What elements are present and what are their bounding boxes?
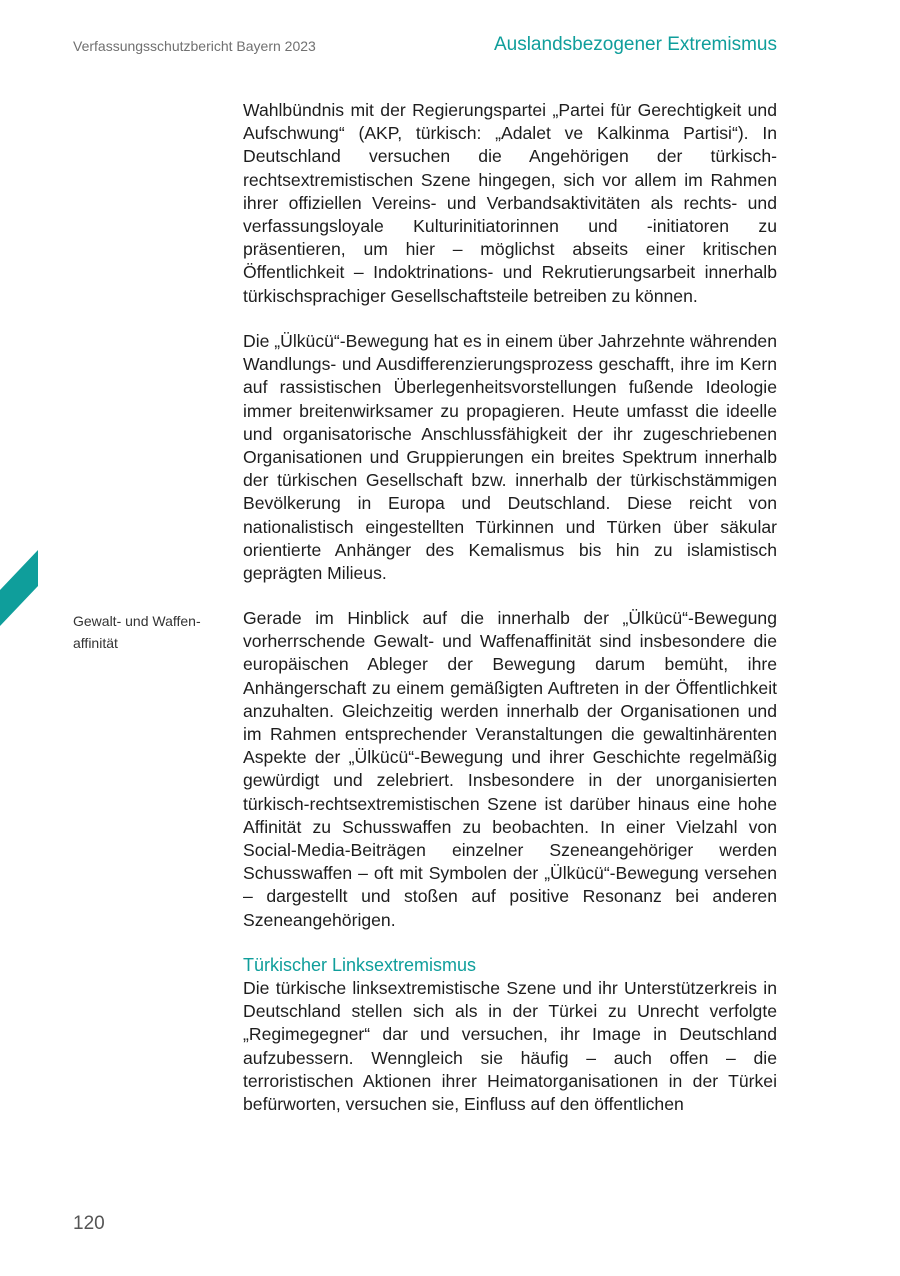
body-paragraph-4: Die türkische linksextremistische Szene und ihr Unterstützerkreis in Deutschland stellen sich als in der Türkei zu Unrecht verfolgte „Regimegegner“ dar und versuchen, ihr Image in Deutschland aufzubessern. Wenngleich sie häufig – auch offen – die terroristischen Aktionen ihrer Heimatorganisationen in der Türkei befürworten, versuchen sie, Einfluss auf den öffentlichen xyxy=(243,978,777,1115)
publication-title: Verfassungsschutzbericht Bayern 2023 xyxy=(73,38,316,54)
margin-note xyxy=(73,610,223,654)
body-paragraph-2: Die „Ülkücü“-Bewegung hat es in einem über Jahrzehnte währenden Wandlungs- und Ausdifferenzierungsprozess geschafft, ihre im Kern auf rassistischen Überlegenheitsvorstellungen fußende Ideologie immer breitenwirksamer zu propagieren. Heute umfasst die ideelle und organisatorische Anschlussfähigkeit der ihr zugeschriebenen Organisationen und Gruppierungen ein breites Spektrum innerhalb der türkischen Gesellschaft bzw. innerhalb der türkischstämmigen Bevölkerung in Europa und Deutschland. Diese reicht von nationalistisch eingestellten Türkinnen und Türken über säkular orientierte Anhänger des Kemalismus bis hin zu islamistisch geprägten Milieus. xyxy=(243,331,777,584)
margin-note-line-2: affinität xyxy=(73,635,118,651)
body-paragraph-3: Gerade im Hinblick auf die innerhalb der „Ülkücü“-Bewegung vorherrschende Gewalt- und Waffenaffinität sind insbesondere die europäischen Ableger der Bewegung darum bemüht, ihre Anhängerschaft zu einem gemäßigten Auftreten in der Öffentlichkeit anzuhalten. Gleichzeitig werden innerhalb der Organisationen und im Rahmen entsprechender Veranstaltungen die gewaltinhärenten Aspekte der „Ülkücü“-Bewegung und ihrer Geschichte regelmäßig gewürdigt und zelebriert. Insbesondere in der unorganisierten türkisch-rechtsextremistischen Szene ist darüber hinaus eine hohe Affinität zu Schusswaffen zu beobachten. In einer Vielzahl von Social-Media-Beiträgen einzelner Szeneangehöriger werden Schusswaffen – oft mit Symbolen der „Ülkücü“-Bewegung versehen – dargestellt und stoßen auf positive Resonanz bei anderen Szeneangehörigen. xyxy=(243,608,777,930)
page-number: 120 xyxy=(73,1213,105,1234)
body-paragraph-1: Wahlbündnis mit der Regierungspartei „Partei für Gerechtigkeit und Aufschwung“ (AKP, türkisch: „Adalet ve Kalkinma Partisi“). In Deutschland versuchen die Angehörigen der türkisch-rechtsextremistischen Szene hingegen, sich vor allem im Rahmen ihrer offiziellen Vereins- und Verbandsaktivitäten als rechts- und verfassungsloyale Kulturinitiatorinnen und -initiatoren zu präsentieren, um hier – möglichst abseits einer kritischen Öffentlichkeit – Indoktrinations- und Rekrutierungsarbeit innerhalb türkischsprachiger Gesellschaftsteile betreiben zu können. xyxy=(243,100,777,306)
section-heading: Türkischer Linksextremismus xyxy=(243,955,477,975)
margin-note-line-1: Gewalt- und Waffen- xyxy=(73,613,201,629)
chapter-tab-marker xyxy=(0,550,38,626)
chapter-tab-shape xyxy=(0,550,38,626)
chapter-title: Auslandsbezogener Extremismus xyxy=(493,34,777,55)
